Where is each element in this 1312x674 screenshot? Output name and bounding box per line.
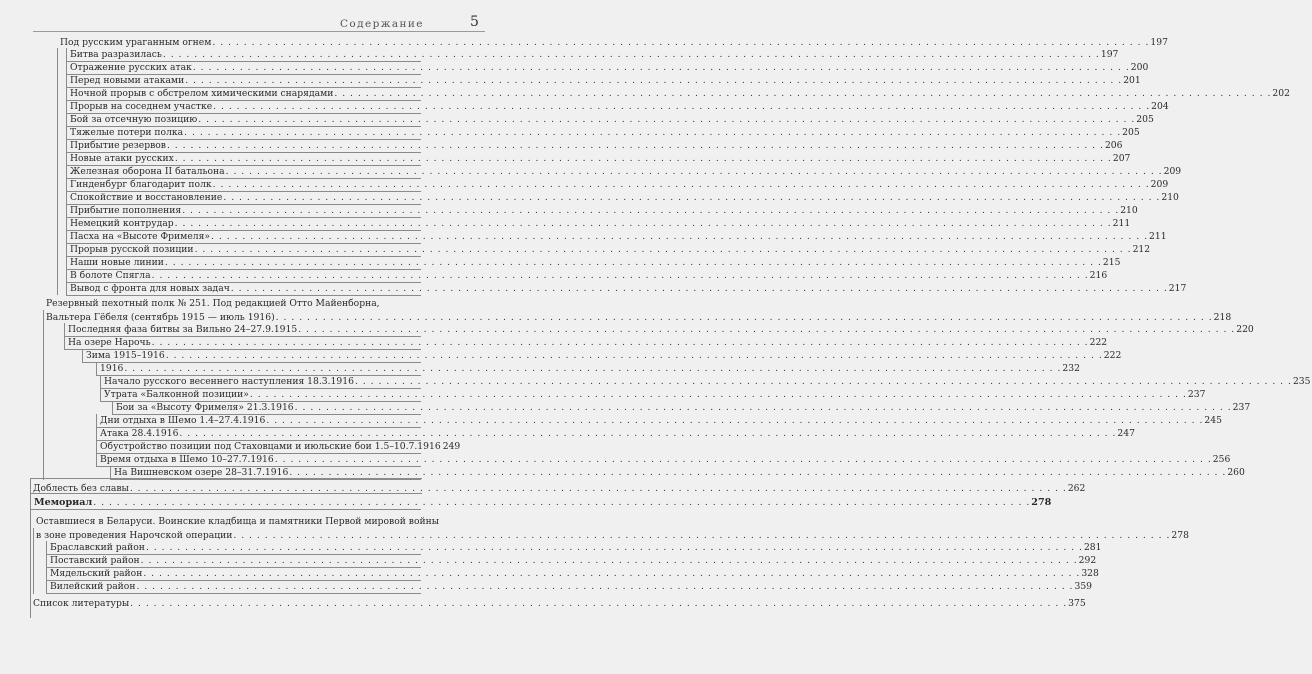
toc-entry-page: 281 — [1083, 542, 1102, 553]
separator — [30, 493, 422, 494]
toc-entry-title: Обустройство позиции под Стаховцами и июльские бои 1.5–10.7.1916 — [100, 441, 441, 452]
toc-entry-title: Утрата «Балконной позиции» — [104, 389, 249, 400]
toc-entry — [66, 204, 1138, 218]
toc-entry — [66, 178, 1169, 192]
dot-leader: . . . . . . . . . . . . . . . . . . . . . . . . . . . . . . . . . . . . . . . . . . . . . . . . . . . . . . . . . . . . . . . . . . . . . . . . . . . . . . . . . . . . . . . . . . . . . . . . . . . . . . . . . . . . . . . . . . . . . . . . — [129, 483, 1067, 494]
dot-leader: . . . . . . . . . . . . . . . . . . . . . . . . . . . . . . . . . . . . . . . . . . . . . . . . . . . . . . . . . . . . . . . . . . . . . . . . . . . . . . . . . . . . . . . . . . . . . . . . . . . . . . . . . . . . . . . . . . . . . . . . — [162, 49, 1100, 60]
toc-entry-page: 202 — [1272, 88, 1290, 99]
toc-entry-district — [46, 554, 1097, 568]
toc-entry-page: 256 — [1212, 454, 1231, 465]
dot-leader: . . . . . . . . . . . . . . . . . . . . . . . . . . . . . . . . . . . . . . . . . . . . . . . . . . . . . . . . . . . . . . . . . . . . . . . . . . . . . . . . . . . . . . . . . . . . . . . . . . . . . . . . . . . . . . . . . . . . . . . . — [165, 350, 1103, 361]
toc-entry — [57, 35, 1168, 49]
toc-entry-page: 249 — [442, 441, 461, 452]
toc-entry-page: 200 — [1130, 62, 1149, 73]
toc-entry-page: 204 — [1151, 101, 1169, 112]
toc-entry — [66, 191, 1179, 205]
toc-entry-title: Прорыв на соседнем участке — [70, 101, 213, 112]
dot-leader: . . . . . . . . . . . . . . . . . . . . . . . . . . . . . . . . . . . . . . . . . . . . . . . . . . . . . . . . . . . . . . . . . . . . . . . . . . . . . . . . . . . . . . . . . . . . . . . . . . . . . . . . . . . . . . . . . . . . . . . . — [130, 598, 1068, 609]
section-heading-line: Оставшиеся в Беларуси. Воинские кладбища и памятники Первой мировой войны — [36, 516, 440, 527]
toc-entry-page: 206 — [1104, 140, 1123, 151]
dot-leader: . . . . . . . . . . . . . . . . . . . . . . . . . . . . . . . . . . . . . . . . . . . . . . . . . . . . . . . . . . . . . . . . . . . . . . . . . . . . . . . . . . . . . . . . . . . . . . . . . . . . . . . . . . . . . . . . . . . . . . . . — [151, 270, 1089, 281]
toc-entry-page: 222 — [1103, 350, 1122, 361]
toc-entry — [66, 165, 1182, 179]
toc-entry — [66, 61, 1149, 75]
toc-entry-title: Вывод с фронта для новых задач — [70, 283, 230, 294]
toc-entry-title: Гинденбург благодарит полк — [70, 179, 212, 190]
toc-entry-title: Битва разразилась — [70, 49, 162, 60]
bracket-line — [57, 48, 58, 295]
toc-entry-title: Отражение русских атак — [70, 62, 192, 73]
toc-entry-page: 211 — [1112, 218, 1131, 229]
toc-entry-page: 260 — [1227, 467, 1245, 478]
dot-leader: . . . . . . . . . . . . . . . . . . . . . . . . . . . . . . . . . . . . . . . . . . . . . . . . . . . . . . . . . . . . . . . . . . . . . . . . . . . . . . . . . . . . . . . . . . . . . . . . . . . . . . . . . . . . . . . . . . . . . . . . — [151, 337, 1089, 348]
dot-leader: . . . . . . . . . . . . . . . . . . . . . . . . . . . . . . . . . . . . . . . . . . . . . . . . . . . . . . . . . . . . . . . . . . . . . . . . . . . . . . . . . . . . . . . . . . . . . . . . . . . . . . . . . . . . . . . . . . . . . . . . — [354, 376, 1292, 387]
toc-entry-page: 205 — [1122, 127, 1140, 138]
toc-entry — [66, 139, 1123, 153]
toc-entry-title: Поставский район — [50, 555, 140, 566]
toc-entry — [66, 256, 1121, 270]
dot-leader: . . . . . . . . . . . . . . . . . . . . . . . . . . . . . . . . . . . . . . . . . . . . . . . . . . . . . . . . . . . . . . . . . . . . . . . . . . . . . . . . . . . . . . . . . . . . . . . . . . . . . . . . . . . . . . . . . . . . . . . . — [233, 530, 1171, 541]
toc-entry-district — [46, 567, 1099, 581]
section-heading-entry — [33, 528, 1189, 542]
dot-leader: . . . . . . . . . . . . . . . . . . . . . . . . . . . . . . . . . . . . . . . . . . . . . . . . . . . . . . . . . . . . . . . . . . . . . . . . . . . . . . . . . . . . . . . . . . . . . . . . . . . . . . . . . . . . . . . . . . . . . . . . — [266, 415, 1204, 426]
dot-leader: . . . . . . . . . . . . . . . . . . . . . . . . . . . . . . . . . . . . . . . . . . . . . . . . . . . . . . . . . . . . . . . . . . . . . . . . . . . . . . . . . . . . . . . . . . . . . . . . . . . . . . . . . . . . . . . . . . . . . . . . — [249, 389, 1187, 400]
toc-entry-title: Мемориал — [34, 497, 93, 508]
toc-entry-title: Немецкий контрудар — [70, 218, 174, 229]
toc-entry-bibliography — [30, 596, 1086, 610]
toc-entry-page: 235 — [1292, 376, 1311, 387]
toc-entry — [82, 349, 1122, 363]
toc-entry-title: Наши новые линии — [70, 257, 164, 268]
toc-entry-title: Зима 1915–1916 — [86, 350, 165, 361]
toc-entry-title: Дни отдыха в Шемо 1.4–27.4.1916 — [100, 415, 266, 426]
dot-leader: . . . . . . . . . . . . . . . . . . . . . . . . . . . . . . . . . . . . . . . . . . . . . . . . . . . . . . . . . . . . . . . . . . . . . . . . . . . . . . . . . . . . . . . . . . . . . . . . . . . . . . . . . . . . . . . . . . . . . . . . — [166, 140, 1104, 151]
toc-entry — [100, 375, 1311, 389]
section-heading-line: Резервный пехотный полк № 251. Под редакцией Отто Майенборна, — [46, 298, 380, 309]
toc-entry-page: 207 — [1112, 153, 1131, 164]
toc-entry-title: Спокойствие и восстановление — [70, 192, 223, 203]
dot-leader: . . . . . . . . . . . . . . . . . . . . . . . . . . . . . . . . . . . . . . . . . . . . . . . . . . . . . . . . . . . . . . . . . . . . . . . . . . . . . . . . . . . . . . . . . . . . . . . . . . . . . . . . . . . . . . . . . . . . . . . . — [164, 257, 1102, 268]
toc-entry-title: В болоте Спягла — [70, 270, 151, 281]
dot-leader: . . . . . . . . . . . . . . . . . . . . . . . . . . . . . . . . . . . . . . . . . . . . . . . . . . . . . . . . . . . . . . . . . . . . . . . . . . . . . . . . . . . . . . . . . . . . . . . . . . . . . . . . . . . . . . . . . . . . . . . . — [275, 312, 1213, 323]
toc-entry-title: Время отдыха в Шемо 10–27.7.1916 — [100, 454, 274, 465]
dot-leader: . . . . . . . . . . . . . . . . . . . . . . . . . . . . . . . . . . . . . . . . . . . . . . . . . . . . . . . . . . . . . . . . . . . . . . . . . . . . . . . . . . . . . . . . . . . . . . . . . . . . . . . . . . . . . . . . . . . . . . . . — [192, 62, 1130, 73]
toc-entry-title: Мядельский район — [50, 568, 143, 579]
toc-entry — [96, 427, 1135, 441]
toc-entry-page: 292 — [1078, 555, 1097, 566]
toc-entry-page: 201 — [1123, 75, 1141, 86]
bracket-line — [33, 528, 34, 594]
dot-leader: . . . . . . . . . . . . . . . . . . . . . . . . . . . . . . . . . . . . . . . . . . . . . . . . . . . . . . . . . . . . . . . . . . . . . . . . . . . . . . . . . . . . . . . . . . . . . . . . . . . . . . . . . . . . . . . . . . . . . . . . — [212, 37, 1150, 48]
toc-entry-page: 262 — [1067, 483, 1086, 494]
dot-leader: . . . . . . . . . . . . . . . . . . . . . . . . . . . . . . . . . . . . . . . . . . . . . . . . . . . . . . . . . . . . . . . . . . . . . . . . . . . . . . . . . . . . . . . . . . . . . . . . . . . . . . . . . . . . . . . . . . . . . . . . — [223, 192, 1161, 203]
toc-entry-page: 245 — [1204, 415, 1222, 426]
toc-entry — [66, 230, 1167, 244]
toc-entry-page: 328 — [1081, 568, 1099, 579]
toc-entry-page: 220 — [1236, 324, 1254, 335]
dot-leader: . . . . . . . . . . . . . . . . . . . . . . . . . . . . . . . . . . . . . . . . . . . . . . . . . . . . . . . . . . . . . . . . . . . . . . . . . . . . . . . . . . . . . . . . . . . . . . . . . . . . . . . . . . . . . . . . . . . . . . . . — [184, 127, 1122, 138]
toc-entry — [96, 414, 1222, 428]
running-head: Содержание — [340, 18, 424, 30]
dot-leader: . . . . . . . . . . . . . . . . . . . . . . . . . . . . . . . . . . . . . . . . . . . . . . . . . . . . . . . . . . . . . . . . . . . . . . . . . . . . . . . . . . . . . . . . . . . . . . . . . . . . . . . . . . . . . . . . . . . . . . . . — [198, 114, 1136, 125]
toc-entry-page: 197 — [1150, 37, 1168, 48]
bracket-line — [43, 310, 44, 480]
section-heading-entry — [43, 310, 1232, 324]
toc-entry-page: 278 — [1171, 530, 1189, 541]
toc-entry-page: 375 — [1068, 598, 1086, 609]
toc-entry-title: Пасха на «Высоте Фримеля» — [70, 231, 211, 242]
toc-entry — [66, 113, 1154, 127]
toc-entry-memorial — [30, 496, 1052, 510]
toc-entry — [96, 440, 461, 454]
toc-entry-page: 217 — [1168, 283, 1187, 294]
toc-entry — [100, 388, 1206, 402]
toc-entry-page: 210 — [1120, 205, 1138, 216]
dot-leader: . . . . . . . . . . . . . . . . . . . . . . . . . . . . . . . . . . . . . . . . . . . . . . . . . . . . . . . . . . . . . . . . . . . . . . . . . . . . . . . . . . . . . . . . . . . . . . . . . . . . . . . . . . . . . . . . . . . . . . . . — [212, 179, 1150, 190]
dot-leader: . . . . . . . . . . . . . . . . . . . . . . . . . . . . . . . . . . . . . . . . . . . . . . . . . . . . . . . . . . . . . . . . . . . . . . . . . . . . . . . . . . . . . . . . . . . . . . . . . . . . . . . . . . . . . . . . . . . . . . . . — [179, 428, 1117, 439]
dot-leader: . . . . . . . . . . . . . . . . . . . . . . . . . . . . . . . . . . . . . . . . . . . . . . . . . . . . . . . . . . . . . . . . . . . . . . . . . . . . . . . . . . . . . . . . . . . . . . . . . . . . . . . . . . . . . . . . . . . . . . . . — [298, 324, 1236, 335]
toc-entry-title: Под русским ураганным огнем — [60, 37, 212, 48]
toc-entry-page: 209 — [1150, 179, 1169, 190]
toc-entry-page: 247 — [1117, 428, 1135, 439]
toc-entry-page: 232 — [1062, 363, 1080, 374]
dot-leader: . . . . . . . . . . . . . . . . . . . . . . . . . . . . . . . . . . . . . . . . . . . . . . . . . . . . . . . . . . . . . . . . . . . . . . . . . . . . . . . . . . . . . . . . . . . . . . . . . . . . . . . . . . . . . . . . . . . . . . . . — [274, 454, 1212, 465]
toc-entry-district — [46, 541, 1102, 555]
toc-entry-title: Список литературы — [33, 598, 130, 609]
toc-entry-title: Браславский район — [50, 542, 145, 553]
toc-entry-title: Железная оборона II батальона — [70, 166, 225, 177]
toc-entry — [64, 323, 1254, 337]
toc-entry — [112, 401, 1251, 415]
toc-entry — [66, 217, 1131, 231]
dot-leader: . . . . . . . . . . . . . . . . . . . . . . . . . . . . . . . . . . . . . . . . . . . . . . . . . . . . . . . . . . . . . . . . . . . . . . . . . . . . . . . . . . . . . . . . . . . . . . . . . . . . . . . . . . . . . . . . . . . . . . . . — [334, 88, 1272, 99]
toc-entry-title: Прорыв русской позиции — [70, 244, 194, 255]
dot-leader: . . . . . . . . . . . . . . . . . . . . . . . . . . . . . . . . . . . . . . . . . . . . . . . . . . . . . . . . . . . . . . . . . . . . . . . . . . . . . . . . . . . . . . . . . . . . . . . . . . . . . . . . . . . . . . . . . . . . . . . . — [143, 568, 1081, 579]
toc-entry-title: Ночной прорыв с обстрелом химическими снарядами — [70, 88, 334, 99]
dot-leader: . . . . . . . . . . . . . . . . . . . . . . . . . . . . . . . . . . . . . . . . . . . . . . . . . . . . . . . . . . . . . . . . . . . . . . . . . . . . . . . . . . . . . . . . . . . . . . . . . . . . . . . . . . . . . . . . . . . . . . . . — [185, 75, 1123, 86]
toc-entry-title: Начало русского весеннего наступления 18.3.1916 — [104, 376, 354, 387]
toc-entry-page: 237 — [1232, 402, 1251, 413]
separator — [30, 478, 422, 479]
toc-entry-title: Прибытие пополнения — [70, 205, 182, 216]
dot-leader: . . . . . . . . . . . . . . . . . . . . . . . . . . . . . . . . . . . . . . . . . . . . . . . . . . . . . . . . . . . . . . . . . . . . . . . . . . . . . . . . . . . . . . . . . . . . . . . . . . . . . . . . . . . . . . . . . . . . . . . . — [225, 166, 1163, 177]
dot-leader: . . . . . . . . . . . . . . . . . . . . . . . . . . . . . . . . . . . . . . . . . . . . . . . . . . . . . . . . . . . . . . . . . . . . . . . . . . . . . . . . . . . . . . . . . . . . . . . . . . . . . . . . . . . . . . . . . . . . . . . . — [145, 542, 1083, 553]
toc-entry-title: Тяжелые потери полка — [70, 127, 184, 138]
dot-leader: . . . . . . . . . . . . . . . . . . . . . . . . . . . . . . . . . . . . . . . . . . . . . . . . . . . . . . . . . . . . . . . . . . . . . . . . . . . . . . . . . . . . . . . . . . . . . . . . . . . . . . . . . . . . . . . . . . . . . . . . — [294, 402, 1232, 413]
toc-entry — [96, 453, 1231, 467]
toc-entry — [66, 282, 1187, 296]
toc-entry-district — [46, 580, 1093, 594]
toc-entry — [66, 152, 1131, 166]
dot-leader: . . . . . . . . . . . . . . . . . . . . . . . . . . . . . . . . . . . . . . . . . . . . . . . . . . . . . . . . . . . . . . . . . . . . . . . . . . . . . . . . . . . . . . . . . . . . . . . . . . . . . . . . . . . . . . . . . . . . . . . . — [124, 363, 1062, 374]
toc-entry-page: 216 — [1089, 270, 1108, 281]
toc-entry-page: 211 — [1149, 231, 1167, 242]
page-number: 5 — [470, 14, 479, 30]
toc-entry — [96, 362, 1080, 376]
toc-entry — [66, 243, 1151, 257]
dot-leader: . . . . . . . . . . . . . . . . . . . . . . . . . . . . . . . . . . . . . . . . . . . . . . . . . . . . . . . . . . . . . . . . . . . . . . . . . . . . . . . . . . . . . . . . . . . . . . . . . . . . . . . . . . . . . . . . . . . . . . . . — [289, 467, 1227, 478]
bracket-line — [30, 478, 31, 618]
dot-leader: . . . . . . . . . . . . . . . . . . . . . . . . . . . . . . . . . . . . . . . . . . . . . . . . . . . . . . . . . . . . . . . . . . . . . . . . . . . . . . . . . . . . . . . . . . . . . . . . . . . . . . . . . . . . . . . . . . . . . . . . — [194, 244, 1132, 255]
toc-entry-title: Перед новыми атаками — [70, 75, 185, 86]
toc-entry — [66, 87, 1290, 101]
toc-entry-page: 205 — [1136, 114, 1154, 125]
dot-leader: . . . . . . . . . . . . . . . . . . . . . . . . . . . . . . . . . . . . . . . . . . . . . . . . . . . . . . . . . . . . . . . . . . . . . . . . . . . . . . . . . . . . . . . . . . . . . . . . . . . . . . . . . . . . . . . . . . . . . . . . — [93, 497, 1031, 508]
toc-entry-page: 278 — [1031, 497, 1052, 508]
toc-entry-title: Бои за «Высоту Фримеля» 21.3.1916 — [116, 402, 294, 413]
toc-entry-page: 359 — [1074, 581, 1093, 592]
toc-entry-page: 212 — [1132, 244, 1151, 255]
dot-leader: . . . . . . . . . . . . . . . . . . . . . . . . . . . . . . . . . . . . . . . . . . . . . . . . . . . . . . . . . . . . . . . . . . . . . . . . . . . . . . . . . . . . . . . . . . . . . . . . . . . . . . . . . . . . . . . . . . . . . . . . — [230, 283, 1168, 294]
toc-entry-title: Бой за отсечную позицию — [70, 114, 198, 125]
toc-entry-title: в зоне проведения Нарочской операции — [36, 530, 233, 541]
dot-leader: . . . . . . . . . . . . . . . . . . . . . . . . . . . . . . . . . . . . . . . . . . . . . . . . . . . . . . . . . . . . . . . . . . . . . . . . . . . . . . . . . . . . . . . . . . . . . . . . . . . . . . . . . . . . . . . . . . . . . . . . — [136, 581, 1074, 592]
toc-entry-page: 210 — [1161, 192, 1179, 203]
toc-entry-title: Новые атаки русских — [70, 153, 174, 164]
toc-entry-page: 222 — [1089, 337, 1108, 348]
toc-entry — [66, 74, 1141, 88]
toc-entry — [66, 126, 1140, 140]
dot-leader: . . . . . . . . . . . . . . . . . . . . . . . . . . . . . . . . . . . . . . . . . . . . . . . . . . . . . . . . . . . . . . . . . . . . . . . . . . . . . . . . . . . . . . . . . . . . . . . . . . . . . . . . . . . . . . . . . . . . . . . . — [182, 205, 1120, 216]
toc-entry-page: 237 — [1187, 389, 1206, 400]
toc-entry-title: На озере Нарочь — [68, 337, 151, 348]
toc-entry-page: 209 — [1163, 166, 1182, 177]
toc-entry-page: 215 — [1102, 257, 1121, 268]
toc-entry — [66, 100, 1169, 114]
toc-entry — [66, 48, 1119, 62]
dot-leader: . . . . . . . . . . . . . . . . . . . . . . . . . . . . . . . . . . . . . . . . . . . . . . . . . . . . . . . . . . . . . . . . . . . . . . . . . . . . . . . . . . . . . . . . . . . . . . . . . . . . . . . . . . . . . . . . . . . . . . . . — [174, 153, 1112, 164]
dot-leader: . . . . . . . . . . . . . . . . . . . . . . . . . . . . . . . . . . . . . . . . . . . . . . . . . . . . . . . . . . . . . . . . . . . . . . . . . . . . . . . . . . . . . . . . . . . . . . . . . . . . . . . . . . . . . . . . . . . . . . . . — [140, 555, 1078, 566]
toc-entry-title: Атака 28.4.1916 — [100, 428, 179, 439]
toc-entry-page: 218 — [1213, 312, 1232, 323]
toc-entry-title: Вальтера Гёбеля (сентябрь 1915 — июль 1916) — [46, 312, 275, 323]
toc-entry-title: Прибытие резервов — [70, 140, 166, 151]
toc-entry-title: 1916 — [100, 363, 124, 374]
toc-entry — [64, 336, 1108, 350]
toc-entry-title: Доблесть без славы — [33, 483, 129, 494]
dot-leader: . . . . . . . . . . . . . . . . . . . . . . . . . . . . . . . . . . . . . . . . . . . . . . . . . . . . . . . . . . . . . . . . . . . . . . . . . . . . . . . . . . . . . . . . . . . . . . . . . . . . . . . . . . . . . . . . . . . . . . . . — [174, 218, 1112, 229]
toc-entry-title: На Вишневском озере 28–31.7.1916 — [114, 467, 289, 478]
dot-leader: . . . . . . . . . . . . . . . . . . . . . . . . . . . . . . . . . . . . . . . . . . . . . . . . . . . . . . . . . . . . . . . . . . . . . . . . . . . . . . . . . . . . . . . . . . . . . . . . . . . . . . . . . . . . . . . . . . . . . . . . — [213, 101, 1151, 112]
toc-entry-title: Вилейский район — [50, 581, 136, 592]
toc-entry — [66, 269, 1108, 283]
toc-entry-page: 197 — [1100, 49, 1119, 60]
dot-leader: . . . . . . . . . . . . . . . . . . . . . . . . . . . . . . . . . . . . . . . . . . . . . . . . . . . . . . . . . . . . . . . . . . . . . . . . . . . . . . . . . . . . . . . . . . . . . . . . . . . . . . . . . . . . . . . . . . . . . . . . — [211, 231, 1149, 242]
toc-entry-title: Последняя фаза битвы за Вильно 24–27.9.1915 — [68, 324, 298, 335]
